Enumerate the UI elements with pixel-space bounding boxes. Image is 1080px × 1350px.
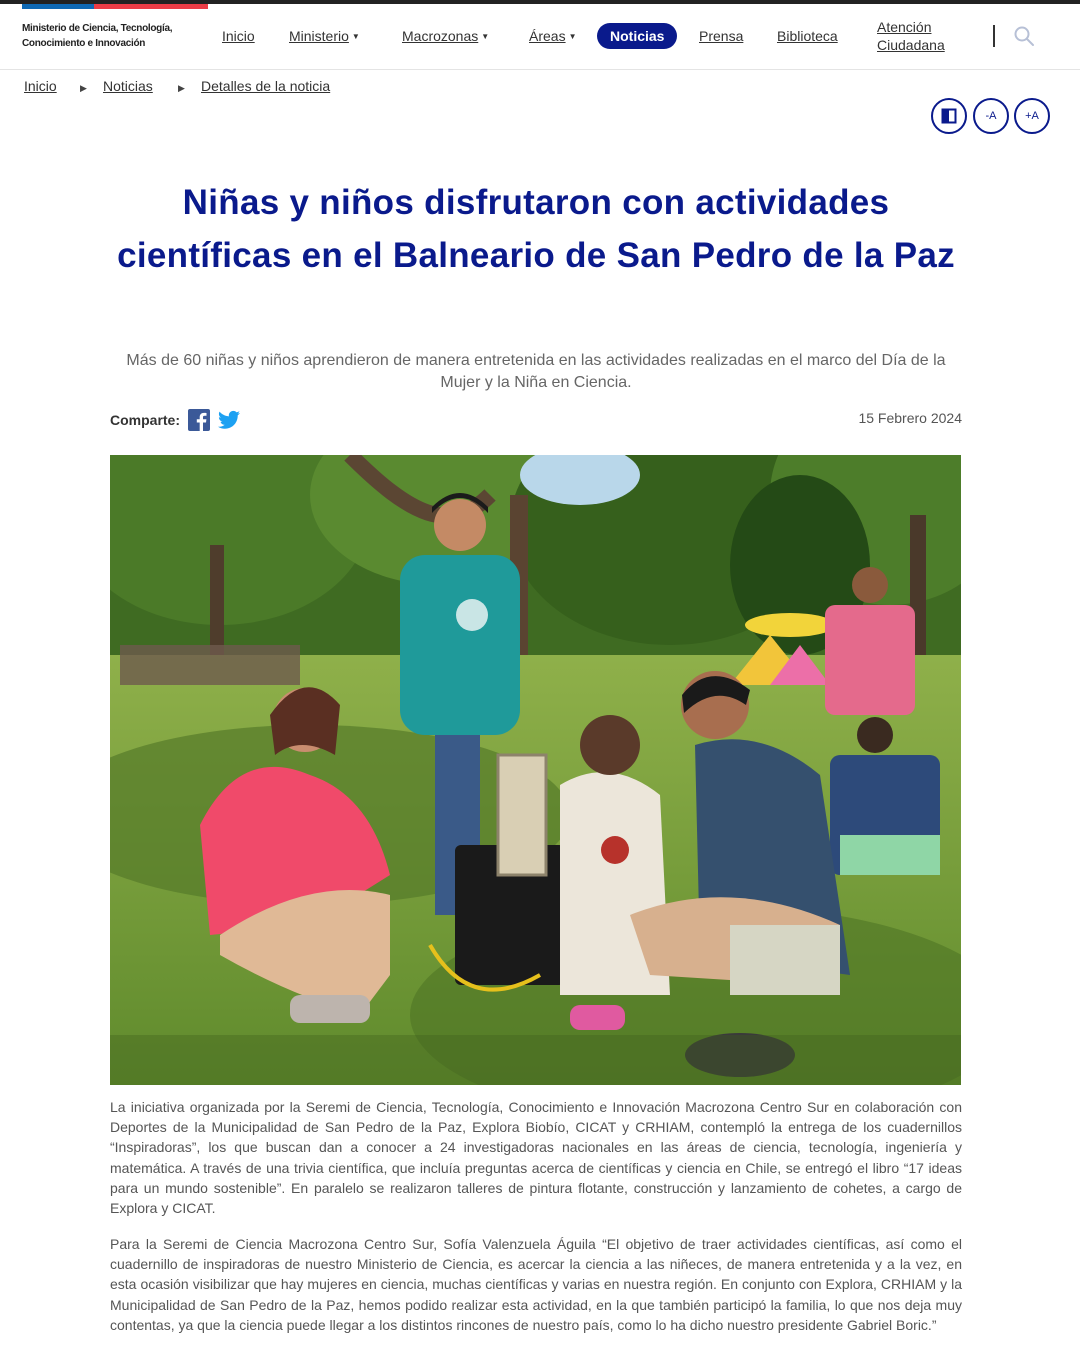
breadcrumb-current[interactable]: Detalles de la noticia	[201, 78, 331, 94]
nav-prensa[interactable]: Prensa	[699, 28, 744, 44]
article-photo	[110, 455, 961, 1085]
twitter-icon[interactable]	[218, 410, 240, 430]
nav-biblioteca[interactable]: Biblioteca	[777, 28, 838, 44]
site-header	[0, 9, 1080, 70]
nav-ministerio[interactable]: Ministerio ▼	[289, 23, 360, 49]
article-date: 15 Febrero 2024	[858, 410, 962, 426]
article-paragraph-1: La iniciativa organizada por la Seremi de Ciencia, Tecnología, Conocimiento e Innovación Macrozona Centro Sur en colaboración con Deportes de la Municipalidad de San Pedro de la Paz, Explora Biobío, CICAT y CRHIAM, contempló la entrega de los cuadernillos “Inspiradoras”, los que buscan dan a conocer a 24 investigadoras nacionales en las áreas de ciencia, tecnología, ingeniería y matemática. A través de una trivia científica, que incluía preguntas acerca de científicas y ciencia en Chile, se entregó el libro “17 ideas para un mundo sostenible”. En paralelo se realizaron talleres de pintura flotante, construcción y lanzamiento de cohetes, a cargo de Explora y CICAT.	[110, 1099, 962, 1217]
share-label: Comparte:	[110, 412, 181, 428]
nav-divider	[993, 25, 995, 47]
contrast-icon	[941, 108, 957, 124]
nav-areas[interactable]: Áreas ▼	[529, 23, 577, 49]
breadcrumb-arrow-icon: ▶	[80, 83, 87, 93]
increase-font-button[interactable]	[1014, 98, 1050, 134]
article-title: Niñas y niños disfrutaron con actividades científicas en el Balneario de San Pedro de la Paz	[117, 183, 955, 275]
breadcrumb-inicio[interactable]: Inicio	[24, 78, 57, 94]
decrease-font-button[interactable]	[973, 98, 1009, 134]
increase-font-label: +A	[1025, 110, 1039, 122]
facebook-icon[interactable]	[188, 409, 210, 431]
share-bar	[110, 408, 240, 432]
contrast-button[interactable]	[931, 98, 967, 134]
nav-macrozonas[interactable]: Macrozonas ▼	[402, 23, 489, 49]
article-lead: Más de 60 niñas y niños aprendieron de manera entretenida en las actividades realizadas en el marco del Día de la Mujer y la Niña en Ciencia.	[126, 352, 946, 391]
ministry-name-line2: Conocimiento e Innovación	[22, 38, 146, 49]
article-paragraph-2: Para la Seremi de Ciencia Macrozona Centro Sur, Sofía Valenzuela Águila “El objetivo de traer actividades científicas, así como el cuadernillo de inspiradoras de nuestro Ministerio de Ciencia, es acercar la ciencia a las niñeces, de manera entretenida y a la vez, en esta ocasión visibilizar que hay mujeres en ciencia, muchas científicas y varias en nuestra región. En conjunto con Explora, CRHIAM y la Municipalidad de San Pedro de la Paz, hemos podido realizar esta actividad, en la que también participó la familia, lo que nos deja muy contentas, ya que la ciencia puede llegar a los distintos rincones de nuestro país, como lo ha dicho nuestro presidente Gabriel Boric.”	[110, 1236, 962, 1333]
nav-noticias[interactable]: Noticias	[597, 23, 677, 49]
ministry-name-line1: Ministerio de Ciencia, Tecnología,	[22, 23, 173, 34]
decrease-font-label: -A	[985, 110, 997, 122]
breadcrumb-noticias[interactable]: Noticias	[103, 78, 153, 94]
caret-down-icon: ▼	[351, 32, 360, 41]
ministry-logo[interactable]	[22, 21, 212, 51]
caret-down-icon: ▼	[481, 32, 490, 41]
caret-down-icon: ▼	[568, 32, 577, 41]
search-icon[interactable]	[1013, 25, 1035, 47]
breadcrumb-arrow-icon: ▶	[178, 83, 185, 93]
nav-inicio[interactable]: Inicio	[222, 28, 255, 44]
nav-atencion-ciudadana[interactable]: Atención Ciudadana	[877, 19, 945, 53]
